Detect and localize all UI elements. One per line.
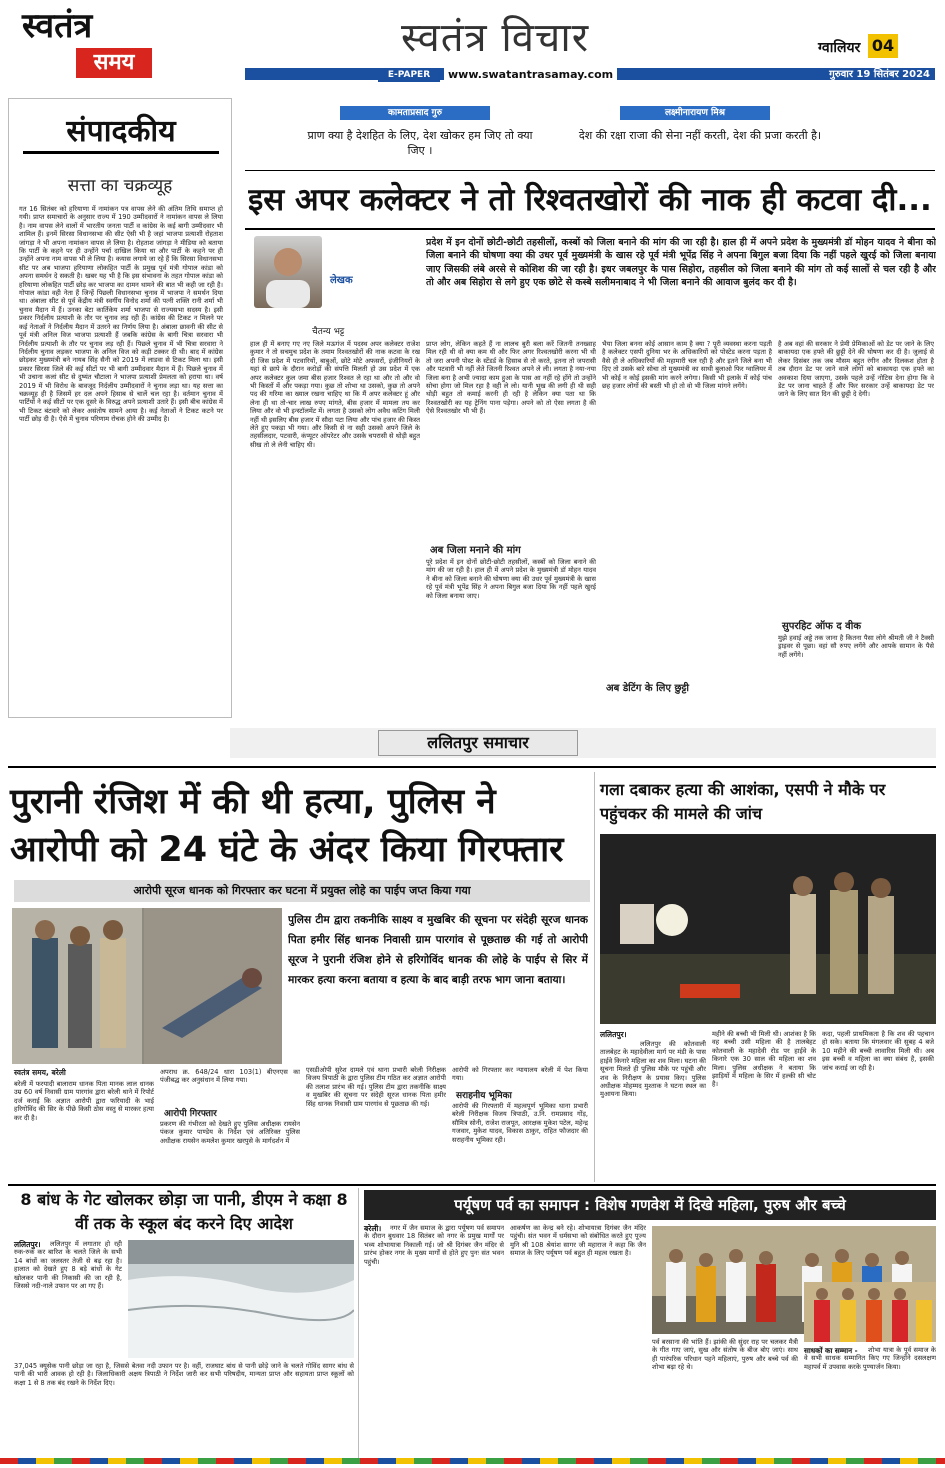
person-icon (254, 236, 322, 308)
story2-photo (600, 834, 936, 1024)
divider (594, 772, 595, 1182)
story3-body-2: 37,045 क्यूसेक पानी छोड़ा जा रहा है, जिससे बेतवा नदी उफान पर है। वहीं, राजघाट बांध से पानी छोड़े जाने के चलते गोविंद सागर बांध से पानी की भारी आवक हो रही है। जिलाधिकारी अक्षय त्रिपाठी ने निर्देश जारी कर सभी परिषदीय, मान्यता प्राप्त और सहायता प्राप्त स्कूलों को कक्षा 1 से 8 तक बंद रखने के निर्देश दिए। (14, 1362, 354, 1387)
felicitation-photo (804, 1282, 936, 1342)
divider (8, 1184, 936, 1186)
dam-water-photo (128, 1240, 354, 1358)
story4-photo-2 (804, 1282, 936, 1342)
quote-author: लक्ष्मीनारायण मिश्र (620, 106, 770, 120)
main-col-2: प्राप्त लोग, लेकिन कहते हैं ना लालच बुरी बला करें जितनी तनख्वाह मिल रही थी वो क्या कम थी और फिर अगर रिश्वतखोरी करना भी थी तो जरा अपनी पोस्ट के स्टेंडर्ड के हिसाब से तो करते, इतना तो जपरासी और पटवारी भी नहीं लेते जितनी रिश्वत अपने ले ली। लगता है नया-नया जिला बना है अभी ज्यादा काम हुआ के पास आ नहीं रहे होंगे तो उन्होंने सोचा होगा जो मिल रहा है वही ले लो। यानी भूख की लगी ही थी सही थोड़ी बहुत तो कमाई करनी ही रही है लेकिन क्या पता था कि रिश्वतखोरी का यह ट्रेनिंग पाना पड़ेगा। अपने को तो ऐसा लगता है की ऐसे रिश्वतखोर भी भी हैं। (426, 340, 596, 416)
story1-body-5: आरोपी को गिरफ्तार कर न्यायालय बरेली में पेश किया गया। (452, 1066, 588, 1083)
main-headline: इस अपर कलेक्टर ने तो रिश्वतखोरों की नाक ही कटवा दी... (248, 182, 932, 218)
story4-caption-label: साधकों का सम्मान - (804, 1346, 858, 1355)
author-box (250, 236, 360, 336)
section-band (230, 728, 936, 758)
bottom-strip (0, 1458, 945, 1464)
story3-photo (128, 1240, 354, 1358)
story2-body-3: कदा, पहली प्राथमिकता है कि शव की पहचान हो सके। बताया कि मंगलवार की सुबह 4 बजे 10 महीने की बच्ची लावारिस मिली थी। अब इस बच्ची व महिला का क्या संबंध है, इसकी जांच कराई जा रही है। (822, 1030, 934, 1072)
quote-1 (300, 106, 540, 166)
main-col-4: है अब वहां की सरकार ने प्रेमी प्रेमिकाओं को डेट पर जाने के लिए बाकायदा एक हफ्ते की छुट्टी देने की घोषणा कर दी है। जुलाई से लेकर दिसंबर तक जब मौसम बहुत रंगीन और दिलकश होता है तब दौरान डेट पर जाने वाले लोगों को बाकायदा एक हफ्ते का अवकाश दिया जाएगा, उसके पहले उन्हें नोटिस देना होगा कि वे डेट पर जाना चाहते हैं और फिर सरकार उन्हें बाकायदा डेट पर जाने के लिए सात दिन की छुट्टी दे देगी। (778, 340, 934, 399)
story4-body-1: नगर में जैन समाज के द्वारा पर्यूषण पर्व समापन के दौरान बुधवार 18 सितंबर को नगर के प्रमुख मार्गों पर भव्य शोभायात्रा निकाली गई। जो श्री दिगंबर जैन मंदिर से प्रारंभ होकर नगर के मुख्य मार्गों से होते हुए पुनः संत भवन पहुंची। (364, 1224, 504, 1266)
story4-headline: पर्यूषण पर्व का समापन : विशेष गणवेश में दिखे महिला, पुरुष और बच्चे (364, 1190, 936, 1220)
website-link[interactable]: www.swatantrasamay.com (444, 67, 617, 83)
quote-text: देश की रक्षा राजा की सेना नहीं करती, देश की प्रजा करती है। (578, 129, 822, 142)
editorial-title: सत्ता का चक्रव्यूह (67, 176, 173, 196)
main-col-1: हाल ही में बनाए गए नए जिले मऊगंज में पदस्थ अपर कलेक्टर राजेश कुमार ने तो सचमुच प्रदेश के तमाम रिश्वतखोरों की नाक कटवा के रख दी जिस प्रदेश में पटवारियों, बाबुओं, छोटे मोटे अफसरों, इंजीनियरों के यहां से छापे के दौरान करोड़ों की संपत्ति मिलती हो उस प्रदेश में एक अपर कलेक्टर कुल जमा बीस हजार रिश्वत ले रहा था और तो और वो भी किस्तों में और पकड़ा गया। कुछ तो शोभा था उसको, कुछ तो अपने पद की गरिमा का ख्याल रखना चाहिए था कि मैं अपर कलेक्टर हूं और लेना ही था तो-चार लाख रुपए मांगते, बीस हजार में मामला तय कर लिया और वो भी इन्स्टॉलमेंट में। लगता है उसको लोग अवैध कटिंग मिली नहीं थी इसलिए बीस हजार में सौदा पटा लिया और पांच हजार की किस्त लेते हुए पकड़ा भी गया। और किसी से ना सही उसको अपने जिले के तहसीलदार, पटवारी, कंप्यूटर ऑपरेटर और उसके चपरासी से थोड़ी बहुत सीख तो ले लेनी चाहिए थी। (250, 340, 420, 449)
divider (245, 228, 935, 230)
divider (358, 1188, 359, 1458)
story3-body-1: ललितपुर में लगातार हो रही रुक-रुक कर बारिश के चलते जिले के सभी 14 बांधों का जलस्तर तेजी से बढ़ रहा है। हालात को देखते हुए 8 बड़े बांधों के गेट खोलकर पानी की निकासी की जा रही है, जिससे नदी-नाले उफान पर आ गए हैं। (14, 1240, 122, 1291)
story1-body-4: एसडीओपी सुरेश दामले एवं थाना प्रभारी बरेली निरीक्षक विजय त्रिपाठी के द्वारा पुलिस टीम गठित कर अज्ञात आरोपी की तलाश प्रारंभ की गई। पुलिस टीम द्वारा तकनीकि साक्ष्य व मुखबिर की सूचना पर संदेही सूरज धानक पिता हमीर सिंह धानक निवासी ग्राम पारगांव से पूछताछ की गई। (306, 1066, 446, 1108)
logo (14, 6, 164, 82)
author-photo (254, 236, 322, 308)
story1-kicker: आरोपी सूरज धानक को गिरफ्तार कर घटना में प्रयुक्त लोहे का पाईप जप्त किया गया (14, 880, 590, 902)
city-label: ग्वालियर (818, 40, 861, 56)
main-col-3: भैया जिला बनना कोई आसान काम है क्या ? पूरी व्यवस्था करना पड़ती है कलेक्टर एसपी दुनिया भर के अधिकारियों को पोस्टेड करना पड़ता है वैसे ही ले अधिकारियों की महामारी चल रही है और इतने जिले बना भी दिए तो उसके बारे सोचा तो मुख्यमंत्री का साथी बुलाओ फिर ग्वालियर में भी कोई न कोई इसकी मांग करने लगेगा। किसी भी इलाके में कोई पांच छह हजार लोगों की बस्ती भी हो तो वो भी जिला मांगने लगेंगे। (602, 340, 772, 391)
main-subhead-3: सुपरहिट ऑफ द वीक (782, 621, 861, 632)
quote-author: कामताप्रसाद गुरु (340, 106, 490, 120)
section-lalitpur: ललितपुर समाचार (378, 730, 578, 756)
story4-body-3: पर्व बरसाना की भांति हैं। झांकी की सुंदर राह पर चलकर मैत्री के गीत गाए जाएं, सुख और संतोष के बीज बोए जाएं। साथ ही पारंपरिक परिधान पहने महिलाएं, पुरुष और बच्चे पर्व की शोभा बढ़ा रहे थे। (652, 1338, 798, 1372)
story1-headline: पुरानी रंजिश में की थी हत्या, पुलिस ने आरोपी को 24 घंटे के अंदर किया गिरफ्तार (10, 782, 564, 870)
story1-highlight: पुलिस टीम द्वारा तकनीकि साक्ष्य व मुखबिर की सूचना पर संदेही सूरज धानक पिता हमीर सिंह धानक निवासी ग्राम पारगांव से पूछताछ की गई तो आरोपी सूरज ने पुरानी रंजिश होने से हरिगोविंद धानक की लोहे के पाईप से सिर में मारकर हत्या करना बताया व हत्या के बाद बाड़ी तरफ भाग जाना बताया। (288, 914, 588, 986)
quote-2 (570, 106, 830, 166)
masthead (0, 0, 945, 92)
story1-subhead: आरोपी गिरफ्तार (164, 1109, 217, 1119)
story3-headline: 8 बांध के गेट खोलकर छोड़ा जा पानी, डीएम ने कक्षा 8 वीं तक के स्कूल बंद करने दिए आदेश (20, 1190, 348, 1233)
logo-line1: स्वतंत्र (22, 6, 93, 46)
issue-date: गुरुवार 19 सितंबर 2024 (829, 69, 930, 80)
masthead-title: स्वतंत्र विचार (400, 15, 590, 61)
story2-dateline: ललितपुर। (600, 1030, 627, 1039)
story2-body-2: महीने की बच्ची भी मिली थी। आशंका है कि वह बच्ची उसी महिला की है तालबेहट कोतवाली के महादेवी रोड पर हाईवे के किनारे एक 30 साल की महिला का शव मिला। पुलिस अधीक्षक ने बताया कि झाड़ियों में महिला के सिर में हल्की सी चोट है। (712, 1030, 816, 1089)
editorial-section-title: संपादकीय (23, 113, 219, 154)
main-col-4b: मुझे हवाई अड्डे तक जाना है कितना पैसा लोगे श्रीमती जी ने टैक्सी ड्राइवर से पूछा। वहां सौ रुपए लगेंगे और आपके सामान के पैसे नहीं लगेंगे। (778, 634, 934, 659)
story1-body-2: अपराध क्र. 648/24 धारा 103(1) बीएनएस का पंजीबद्ध कर अनुसंधान में लिया गया। (160, 1068, 300, 1085)
quote-text: प्राण क्या है देशहित के लिए, देश खोकर हम जिए तो क्या जिए । (307, 129, 533, 157)
night-scene-photo (600, 834, 936, 1024)
author-label: लेखक (330, 275, 353, 286)
story2-body-1: ललितपुर की कोतवाली तालबेहट के महादेवीला मार्ग पर मंडी के पास हाईवे किनारे महिला का शव मिला। घटना की सूचना मिलते ही पुलिस मौके पर पहुंची और शव के निरीक्षण के प्रयास किए। पुलिस अधीक्षक मोहम्मद मुश्ताक ने घटना स्थल का मुआयना किया। (600, 1040, 706, 1099)
main-subhead-2: अब डेटिंग के लिए छुट्टी (606, 683, 689, 694)
logo-line2: समय (76, 48, 152, 78)
author-name: चैतन्य भट्ट (312, 327, 345, 337)
story1-subhead-2: सराहनीय भूमिका (456, 1091, 512, 1101)
story3-dateline: ललितपुर। (14, 1240, 41, 1249)
story1-body-6: आरोपी की गिरफ्तारी में महत्वपूर्ण भूमिका थाना प्रभारी बरेली निरीक्षक विजय त्रिपाठी, उ.नि. रामप्रसाद गोंड़, सौमित्र सोनी, राजेश राजपूत, आरक्षक मुकेश पटेल, महेन्द्र गजवार, मुकेश यादव, विकास ठाकुर, राहित फौजदार की सराहनीय भूमिका रही। (452, 1102, 588, 1144)
story1-body-1: बरेली में फरयादी बालाराम धानक पिता मानक लाल धानक उम्र 60 वर्ष निवासी ग्राम पारगांव द्वारा बरेली थाने में रिपोर्ट दर्ज कराई कि अज्ञात आरोपी द्वारा फरियादी के भाई हरिगोविंद की सिर के पीछे किसी ठोस वस्तु से मारकर हत्या कर दी है। (14, 1080, 154, 1122)
story4-body-2: आकर्षण का केन्द्र बने रहे। शोभायात्रा दिगंबर जैन मंदिर पहुंची। संत भवन में धर्मसभा को संबोधित करते हुए पूज्य मुनि श्री 108 श्रेयांश सागर जी महाराज ने कहा कि जैन समाज के लिए पर्यूषण पर्व बहुत ही महत्व रखता है। (510, 1224, 646, 1258)
divider (245, 170, 935, 171)
editorial-body: गत 16 सितंबर को हरियाणा में नामांकन पत्र वापस लेने की अंतिम तिथि समाप्त हो गयी। प्राप्त समाचारों के अनुसार राज्य में 190 उम्मीदवारों ने नामांकन वापस ले लिया है। नाम वापस लेने वालों में भारतीय जनता पार्टी व कांग्रेस के कई बागी उम्मीदवार भी शामिल हैं। इनमें सिरसा विधानसभा की सीट ऐसी भी है जहां भाजपा प्रत्याशी रोहताश जांगड़ा ने भी अपना नामांकन वापस ले लिया है। रोहताश जांगड़ा ने मीडिया को बताया कि पार्टी के कहने पर ही उन्होंने पर्चा दाखिल किया था और पार्टी के कहने पर ही उन्होंने अपना नाम वापस भी ले लिया है। कयास लगाये जा रहे हैं कि सिरसा विधानसभा सीट पर अब भाजपा हरियाणा लोकहित पार्टी के प्रमुख पूर्व मंत्री गोपाल कांडा को अपना समर्थन दे सकती है। खबर यह भी है कि इस संभावना के तहत गोपाल कांडा को हरियाणा लोकहित पार्टी छोड़ कर भाजपा का दामन थामने की बात भी कही जा रही है। गोपाल कांडा वही नेता हैं जिन्हें पिछली विधानसभा चुनाव में भाजपा ने समर्थन दिया था। अंबाला सीट से पूर्व केंद्रीय मंत्री स्वर्गीय विनोद शर्मा की पत्नी शक्ति रानी शर्मा भी चुनाव मैदान में हैं। उनका बेटा कार्तिकेय शर्मा भाजपा से राज्यसभा सदस्य है। इसी प्रकार निर्दलीय प्रत्याशी के तौर पर चुनाव लड़ रही हैं। कांग्रेस की टिकट न मिलने पर कई नेताओं ने निर्दलीय मैदान में उतरने का निर्णय लिया है। अंबाला छावनी की सीट से पूर्व मंत्री अनिल विज भाजपा प्रत्याशी हैं जबकि कांग्रेस के बागी चित्रा सरवारा भी निर्दलीय प्रत्याशी के तौर पर चुनाव लड़ रही हैं। पिछले चुनाव में भी चित्रा सरवारा ने निर्दलीय चुनाव लड़कर भाजपा के अनिल विज को कड़ी टक्कर दी थी। बाद में कांग्रेस छोड़कर मुख्यमंत्री बने नायब सिंह सैनी को 2019 में लाडवा से टिकट मिला था। इसी प्रकार सिरसा जिले की कई सीटों पर भी बागी उम्मीदवार मैदान में हैं। पिछले चुनाव में भी उचाना कलां सीट से दुष्यंत चौटाला ने भाजपा प्रत्याशी प्रेमलता को हराया था। वर्ष 2019 में भी विरोध के बावजूद निर्दलीय उम्मीदवारों ने चुनाव लड़ा था। यह सत्ता का चक्रव्यूह ही है जिसमें हर दल अपने हिसाब से चालें चल रहा है। वर्तमान चुनाव में पार्टियों ने कई सीटों पर एक दूसरे के विरुद्ध अपने प्रत्याशी उतारे हैं। इसी बीच कांग्रेस में भी टिकट बंटवारे को लेकर असंतोष सामने आया है। कई नेताओं ने टिकट कटने पर पार्टी छोड़ दी है। ऐसे में चुनाव परिणाम रोचक होने की उम्मीद है। (19, 205, 223, 424)
epaper-label: E-PAPER (378, 68, 440, 82)
editorial-column (8, 98, 232, 718)
divider (8, 766, 936, 768)
crime-scene-photo (12, 908, 282, 1064)
story1-body-3: प्रकरण की गंभीरता को देखते हुए पुलिस अधीक्षक रायसेन पंकज कुमार पाण्डेय के निर्देश एवं अतिरिक्त पुलिस अधीक्षक रायसेन कमलेश कुमार खरपुसे के मार्गदर्शन में (160, 1120, 300, 1145)
story4-caption: शोभा यात्रा के पूर्व समाज के वे सभी साधक सम्मानित किए गए जिन्होंने दसलक्षण महापर्व में उपवास करके पुण्यार्जन किया। (804, 1346, 936, 1371)
story2-headline: गला दबाकर हत्या की आशंका, एसपी ने मौके पर पहुंचकर की मामले की जांच (600, 780, 886, 823)
page-number: 04 (868, 34, 898, 58)
story1-dateline: स्वतंत्र समय, बरेली (14, 1068, 66, 1077)
main-col-2b: पूरे प्रदेश में इन दोनों छोटी-छोटी तहसीलों, कस्बों को जिला बनाने की मांग की जा रही है। हाल ही में अपने प्रदेश के मुख्यमंत्री डॉ मोहन यादव ने बीना को जिला बनाने की घोषणा क्या की उधर पूर्व मुख्यमंत्री के खास रहे पूर्व मंत्री भूपेंद्र सिंह ने अपना बिगुल बजा दिया कि नहीं पहले खुरई को जिला बनाया जाए। (426, 558, 596, 600)
main-subhead-1: अब जिला मनाने की मांग (430, 545, 521, 556)
story1-photo (12, 908, 282, 1064)
story4-dateline: बरेली। (364, 1224, 382, 1233)
main-lead: प्रदेश में इन दोनों छोटी-छोटी तहसीलों, कस्बों को जिला बनाने की मांग की जा रही है। हाल ही में अपने प्रदेश के मुख्यमंत्री डॉ मोहन यादव ने बीना को जिला बनाने की घोषणा क्या की उधर पूर्व मुख्यमंत्री के खास रहे पूर्व मंत्री भूपेंद्र सिंह ने अपना बिगुल बजा दिया कि नहीं पहले खुरई को जिला बनाया जाए जिसकी लंबे अरसे से कोशिश की जा रही है। इधर जबलपुर के पास सिहोरा, तहसील को जिला बनाने की मांग तो कई सालों से चल रही है और तो और अब सिहोरा से लगे हुए एक छोटे से कस्बे सलीमनाबाद ने भी जिला बनाने की आवाज बुलंद कर दी है। (426, 237, 936, 289)
